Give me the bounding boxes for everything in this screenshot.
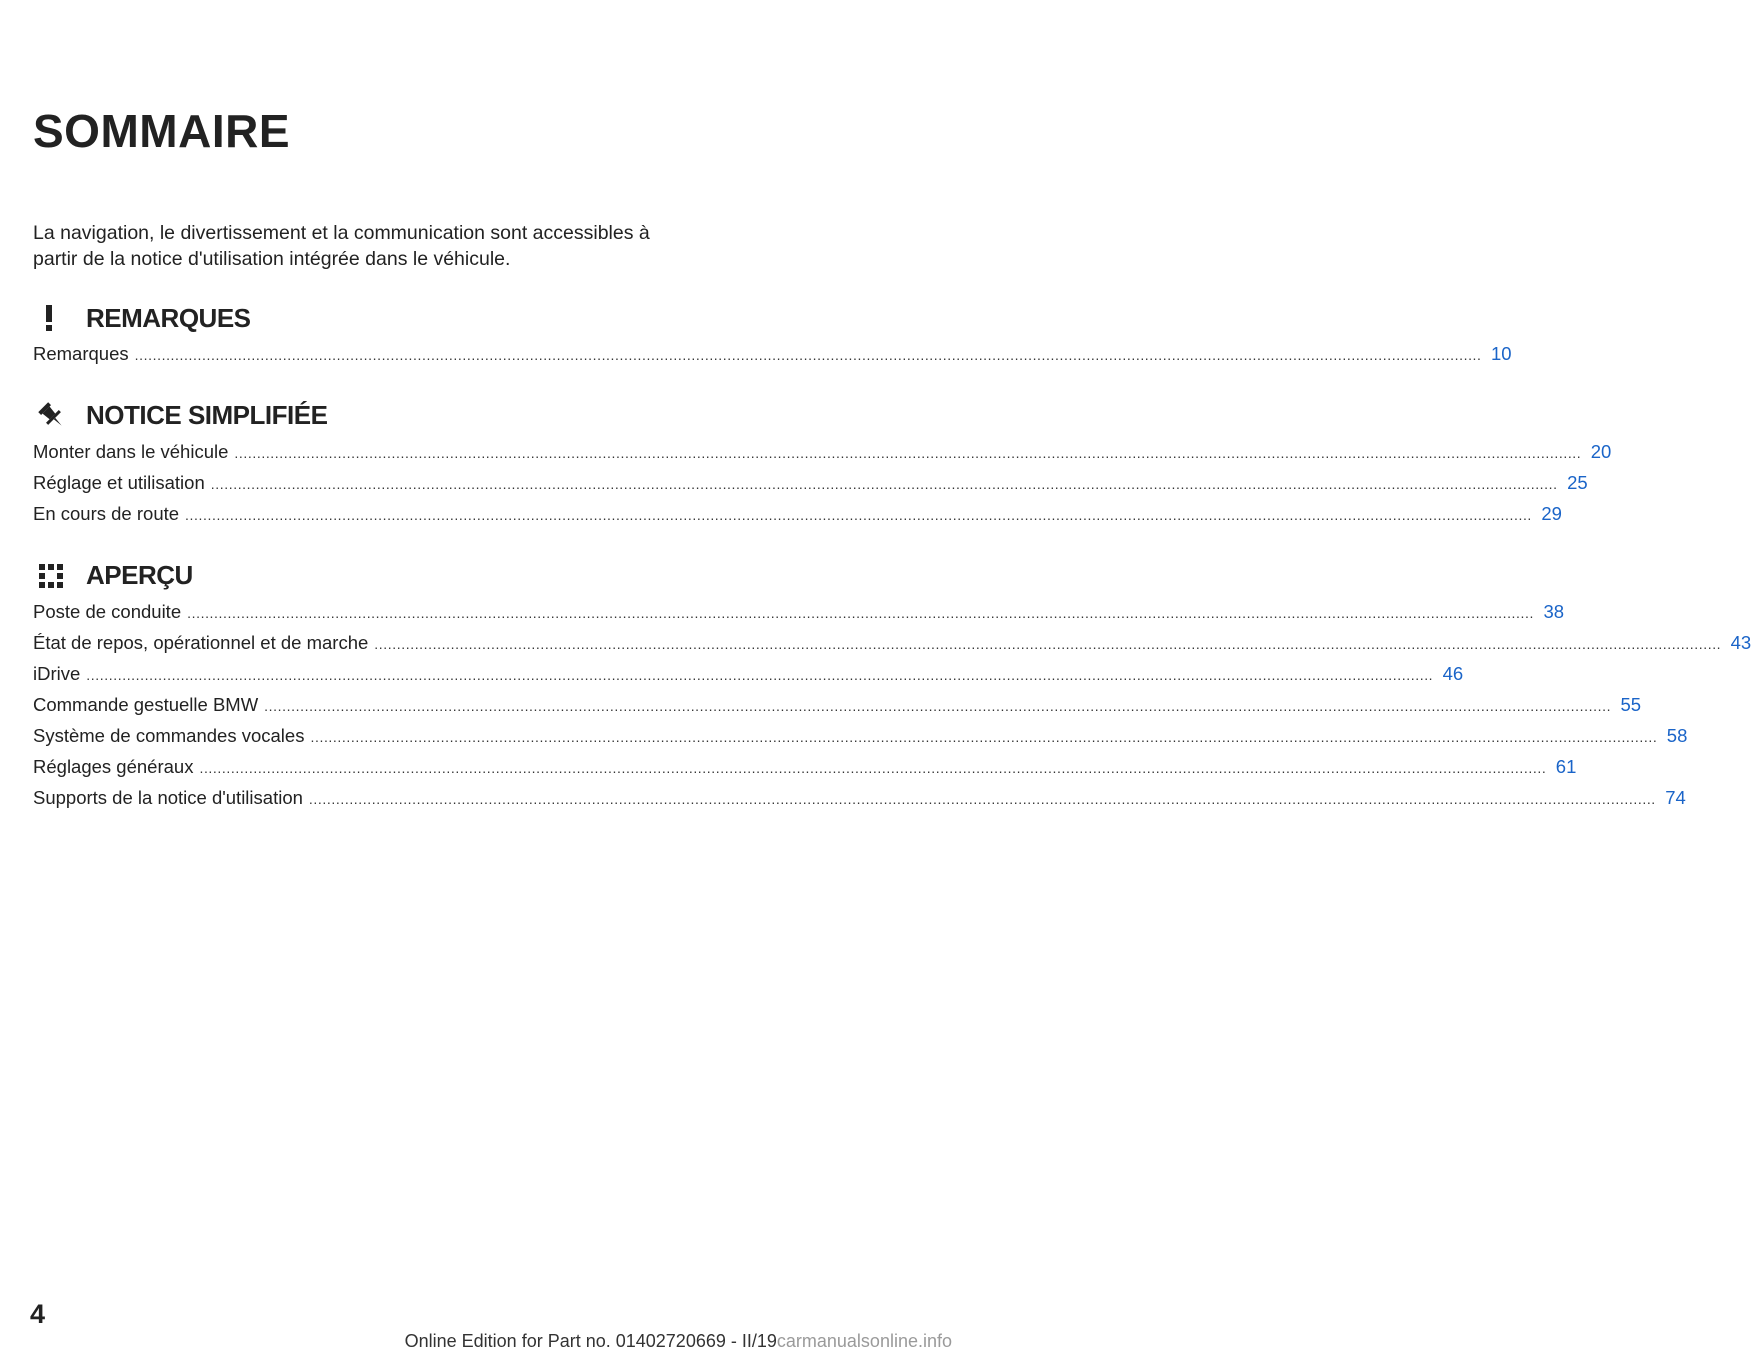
toc-entry-label: Monter dans le véhicule	[33, 441, 229, 462]
exclamation-icon	[33, 301, 69, 335]
leader-dots: ............................................................................................................................................................................................................................................................................................................	[210, 476, 1558, 492]
toc-entry[interactable]	[33, 658, 1464, 689]
toc-entry-label: Réglages généraux	[33, 756, 194, 777]
toc-entry-label: Remarques	[33, 343, 129, 364]
leader-dots: ............................................................................................................................................................................................................................................................................................................	[264, 698, 1612, 714]
toc-page-link[interactable]: 29	[1541, 503, 1562, 524]
intro-paragraph: La navigation, le divertissement et la communication sont accessibles à partir de la notice d'utilisation intégrée dans le véhicule.	[33, 222, 650, 270]
toc-page-link[interactable]: 43	[1730, 632, 1751, 653]
toc-page-link[interactable]: 61	[1555, 756, 1577, 777]
toc-list-notice-simplifiee	[33, 436, 1612, 529]
toc-entry[interactable]	[33, 596, 1565, 627]
toc-entry[interactable]	[33, 720, 1688, 751]
leader-dots: ............................................................................................................................................................................................................................................................................................................	[134, 347, 1482, 363]
section-heading-apercu	[33, 558, 693, 592]
toc-entry-label: Supports de la notice d'utilisation	[33, 787, 303, 808]
toc-entry-label: Système de commandes vocales	[33, 725, 305, 746]
page-number: 4	[30, 1299, 46, 1329]
section-heading-label: NOTICE SIMPLIFIÉE	[86, 400, 328, 430]
page-title: SOMMAIRE	[33, 105, 290, 157]
toc-page-link[interactable]: 38	[1543, 601, 1565, 622]
leader-dots: ............................................................................................................................................................................................................................................................................................................	[310, 729, 1658, 745]
toc-entry-label: iDrive	[33, 663, 81, 684]
footer	[405, 1328, 952, 1354]
grid-icon	[33, 558, 69, 592]
toc-page-link[interactable]: 74	[1665, 787, 1686, 808]
toc-entry[interactable]	[33, 782, 1686, 813]
toc-page-link[interactable]: 55	[1620, 694, 1642, 715]
toc-entry-label: En cours de route	[33, 503, 180, 524]
toc-entry-label: Commande gestuelle BMW	[33, 694, 259, 715]
footer-edition: Online Edition for Part no. 01402720669 - II/19	[404, 1331, 777, 1351]
leader-dots: ............................................................................................................................................................................................................................................................................................................	[308, 791, 1656, 807]
leader-dots: ............................................................................................................................................................................................................................................................................................................	[199, 760, 1547, 776]
toc-page-link[interactable]: 20	[1590, 441, 1612, 462]
section-heading-label: REMARQUES	[86, 303, 251, 333]
toc-entry[interactable]	[33, 467, 1588, 498]
toc-entry[interactable]	[33, 338, 1512, 369]
leader-dots: ............................................................................................................................................................................................................................................................................................................	[187, 605, 1535, 621]
leader-dots: ............................................................................................................................................................................................................................................................................................................	[374, 636, 1722, 652]
toc-entry[interactable]	[33, 751, 1577, 782]
toc-page-link[interactable]: 46	[1442, 663, 1464, 684]
toc-entry-label: État de repos, opérationnel et de marche	[33, 632, 369, 653]
toc-entry-label: Réglage et utilisation	[33, 472, 205, 493]
toc-page-link[interactable]: 25	[1567, 472, 1588, 493]
footer-site-watermark[interactable]: carmanualsonline.info	[776, 1331, 952, 1351]
leader-dots: ............................................................................................................................................................................................................................................................................................................	[234, 445, 1582, 461]
toc-page-link[interactable]: 58	[1666, 725, 1688, 746]
toc-entry-label: Poste de conduite	[33, 601, 182, 622]
leader-dots: ............................................................................................................................................................................................................................................................................................................	[185, 507, 1532, 523]
section-heading-remarques	[33, 301, 693, 335]
toc-entry[interactable]	[33, 689, 1642, 720]
toc-entry[interactable]	[33, 627, 1751, 658]
leader-dots: ............................................................................................................................................................................................................................................................................................................	[86, 667, 1434, 683]
toc-page-link[interactable]: 10	[1490, 343, 1512, 364]
toc-list-apercu	[33, 596, 1751, 813]
toc-entry[interactable]	[33, 436, 1612, 467]
pushpin-icon	[33, 398, 69, 432]
toc-entry[interactable]	[33, 498, 1562, 529]
toc-list-remarques	[33, 338, 1512, 369]
section-heading-notice-simplifiee	[33, 398, 693, 432]
section-heading-label: APERÇU	[86, 560, 193, 590]
